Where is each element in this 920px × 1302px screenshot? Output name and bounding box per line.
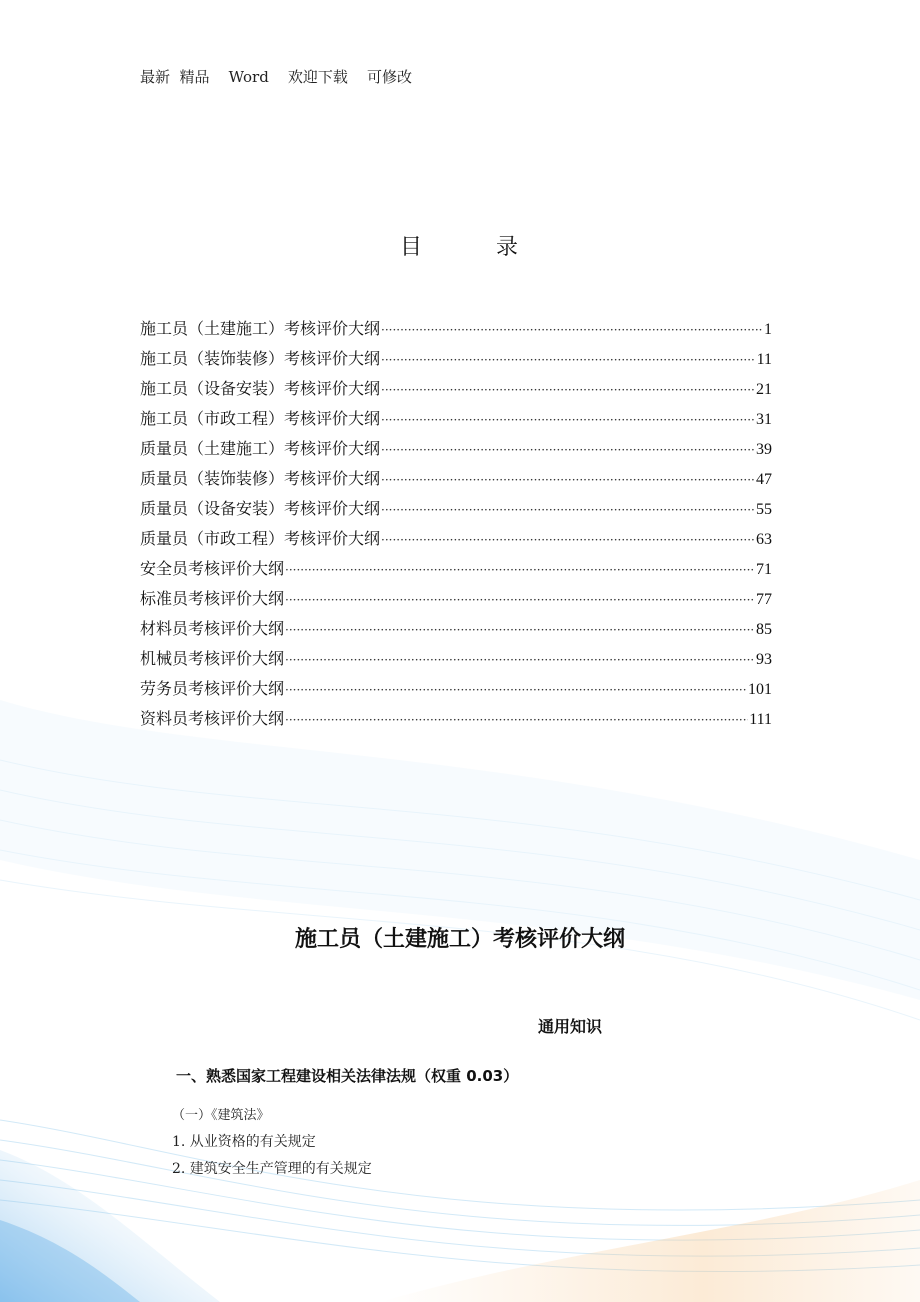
toc-entry-page-number: 47: [756, 471, 772, 488]
toc-title-char: 录: [496, 235, 521, 260]
toc-title-char: 目: [399, 235, 424, 260]
toc-dot-leader: [285, 713, 748, 727]
toc-dot-leader: [381, 413, 755, 427]
toc-entry-page-number: 111: [749, 711, 772, 728]
toc-entry-label: 施工员（土建施工）考核评价大纲: [140, 319, 381, 338]
toc-entry-label: 施工员（市政工程）考核评价大纲: [140, 409, 381, 428]
toc-entry-label: 质量员（市政工程）考核评价大纲: [140, 529, 381, 548]
toc-entry[interactable]: [140, 526, 772, 556]
toc-entry-page-number: 93: [756, 651, 772, 668]
toc-entry-page-number: 101: [748, 681, 772, 698]
toc-entry-label: 资料员考核评价大纲: [140, 709, 285, 728]
toc-entry[interactable]: [140, 436, 772, 466]
toc-entry-label: 施工员（设备安装）考核评价大纲: [140, 379, 381, 398]
toc-entry-label: 质量员（土建施工）考核评价大纲: [140, 439, 381, 458]
section-subtitle: 通用知识: [538, 1017, 603, 1036]
toc-dot-leader: [381, 353, 756, 367]
toc-dot-leader: [381, 443, 755, 457]
toc-entry[interactable]: [140, 706, 772, 736]
toc-entry-label: 机械员考核评价大纲: [140, 649, 285, 668]
toc-entry[interactable]: [140, 676, 772, 706]
toc-entry[interactable]: [140, 316, 772, 346]
toc-entry-page-number: 39: [756, 441, 772, 458]
list-item: 2. 建筑安全生产管理的有关规定: [172, 1161, 372, 1177]
toc-dot-leader: [381, 383, 755, 397]
toc-entry-page-number: 85: [756, 621, 772, 638]
toc-entry-page-number: 71: [756, 561, 772, 578]
toc-entry[interactable]: [140, 406, 772, 436]
toc-dot-leader: [381, 323, 763, 337]
section-title: 施工员（土建施工）考核评价大纲: [294, 927, 625, 952]
toc-entry[interactable]: [140, 616, 772, 646]
toc-entry-label: 材料员考核评价大纲: [140, 619, 285, 638]
toc-entry-page-number: 55: [756, 501, 772, 518]
toc-entry[interactable]: [140, 346, 772, 376]
toc-entry[interactable]: [140, 556, 772, 586]
toc-dot-leader: [285, 563, 755, 577]
toc-entry[interactable]: [140, 466, 772, 496]
toc-dot-leader: [285, 593, 755, 607]
toc-entry-page-number: 21: [756, 381, 772, 398]
list-item: 1. 从业资格的有关规定: [172, 1134, 316, 1150]
toc-entry-page-number: 31: [756, 411, 772, 428]
toc-entry[interactable]: [140, 646, 772, 676]
law-item: （一）《建筑法》: [172, 1108, 270, 1123]
toc-entry-page-number: 1: [764, 321, 772, 338]
toc-entry[interactable]: [140, 496, 772, 526]
toc-entry-label: 施工员（装饰装修）考核评价大纲: [140, 349, 381, 368]
toc-dot-leader: [381, 503, 755, 517]
toc-entry-label: 质量员（设备安装）考核评价大纲: [140, 499, 381, 518]
table-of-contents: [140, 316, 772, 736]
toc-entry-label: 质量员（装饰装修）考核评价大纲: [140, 469, 381, 488]
toc-title: [0, 230, 920, 261]
toc-entry[interactable]: [140, 586, 772, 616]
toc-entry-page-number: 77: [756, 591, 772, 608]
toc-dot-leader: [285, 623, 755, 637]
toc-entry-page-number: 63: [756, 531, 772, 548]
toc-entry-page-number: 11: [756, 351, 772, 368]
page-header: 最新 精品 Word 欢迎下载 可修改: [140, 68, 412, 86]
heading-level-1: 一、熟悉国家工程建设相关法律法规（权重 0.03）: [176, 1067, 519, 1085]
toc-dot-leader: [285, 653, 755, 667]
toc-dot-leader: [381, 473, 755, 487]
toc-dot-leader: [285, 683, 747, 697]
toc-dot-leader: [381, 533, 755, 547]
toc-entry-label: 安全员考核评价大纲: [140, 559, 285, 578]
toc-entry-label: 标准员考核评价大纲: [140, 589, 285, 608]
toc-entry[interactable]: [140, 376, 772, 406]
toc-entry-label: 劳务员考核评价大纲: [140, 679, 285, 698]
